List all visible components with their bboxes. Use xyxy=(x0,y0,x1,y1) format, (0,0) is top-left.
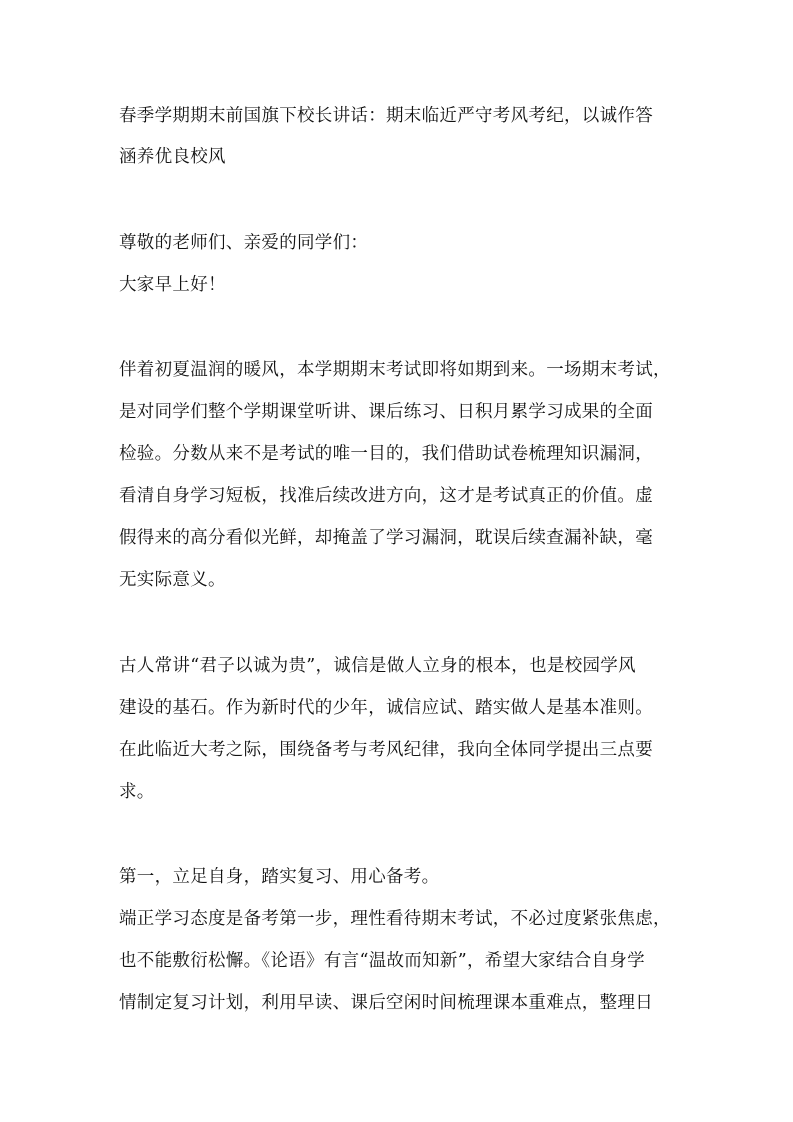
point-1-body-line: 也不能敷衍松懈。《论语》有言“温故而知新”，希望大家结合自身学 xyxy=(119,951,645,971)
point-1-body-line: 端正学习态度是备考第一步，理性看待期末考试，不必过度紧张焦虑， xyxy=(119,909,671,929)
paragraph-1-line: 检验。分数从来不是考试的唯一目的，我们借助试卷梳理知识漏洞， xyxy=(119,444,653,464)
greeting: 大家早上好！ xyxy=(119,275,226,295)
paragraph-1-line: 是对同学们整个学期课堂听讲、课后练习、日积月累学习成果的全面 xyxy=(119,402,653,422)
point-1-heading: 第一，立足自身，踏实复习、用心备考。 xyxy=(119,867,440,887)
paragraph-1-line: 伴着初夏温润的暖风，本学期期末考试即将如期到来。一场期末考试， xyxy=(119,360,671,380)
paragraph-2-line: 求。 xyxy=(119,782,155,802)
point-1-body-line: 情制定复习计划，利用早读、课后空闲时间梳理课本重难点，整理日 xyxy=(119,993,653,1013)
document-title-line-2: 涵养优良校风 xyxy=(119,147,226,167)
paragraph-2-line: 在此临近大考之际，围绕备考与考风纪律，我向全体同学提出三点要 xyxy=(119,740,653,760)
document-title-line-1: 春季学期期末前国旗下校长讲话：期末临近严守考风考纪，以诚作答 xyxy=(119,106,653,126)
paragraph-2-line: 古人常讲“君子以诚为贵”，诚信是做人立身的根本，也是校园学风 xyxy=(119,656,636,676)
paragraph-1-line: 看清自身学习短板，找准后续改进方向，这才是考试真正的价值。虚 xyxy=(119,486,653,506)
paragraph-2-line: 建设的基石。作为新时代的少年，诚信应试、踏实做人是基本准则。 xyxy=(119,698,653,718)
salutation: 尊敬的老师们、亲爱的同学们： xyxy=(119,233,369,253)
paragraph-1-line: 无实际意义。 xyxy=(119,570,226,590)
paragraph-1-line: 假得来的高分看似光鲜，却掩盖了学习漏洞，耽误后续查漏补缺，毫 xyxy=(119,528,653,548)
